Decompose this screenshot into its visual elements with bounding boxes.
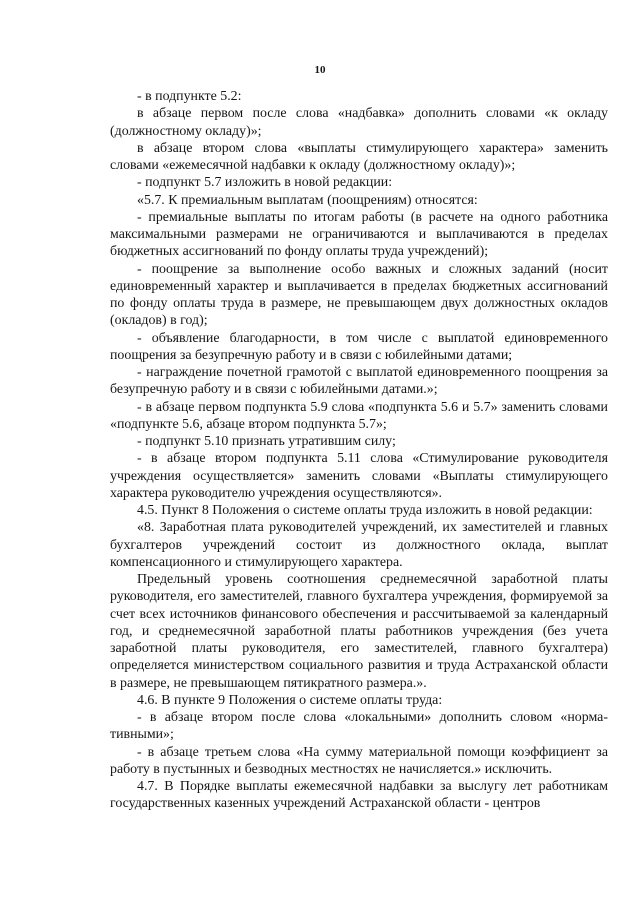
paragraph: в абзаце первом после слова «надбавка» дополнить словами «к окладу (должностному окладу)»; — [110, 106, 608, 139]
paragraph: - подпункт 5.7 изложить в новой редакции: — [137, 175, 393, 191]
paragraph: - в абзаце первом подпункта 5.9 слова «подпункта 5.6 и 5.7» заменить словами «подпункте 5.6, абзаце втором подпункта 5.7»; — [110, 399, 608, 432]
paragraph: - подпункт 5.10 признать утратившим силу; — [137, 434, 396, 449]
paragraph: - объявление благодарности, в том числе с выплатой единовременного поощрения за безупречную работу и в связи с юбилейными датами; — [110, 330, 608, 363]
paragraph: - в подпункте 5.2: — [137, 89, 242, 104]
page-number: 10 — [314, 64, 326, 76]
document-body — [110, 88, 608, 813]
paragraph: - премиальные выплаты по итогам работы (в расчете на одного работника максимальными размерами не ограничиваются и выплачиваются в пределах бюджетных ассигнований по фонду оплаты труда учреждений); — [110, 209, 608, 260]
paragraph: 4.5. Пункт 8 Положения о системе оплаты труда изложить в новой редакции: — [137, 503, 593, 518]
paragraph: 4.7. В Порядке выплаты ежемесячной надбавки за выслугу лет работникам государственных казенных учреждений Астраханской области - центров — [110, 779, 608, 812]
paragraph: 4.6. В пункте 9 Положения о системе оплаты труда: — [137, 692, 443, 708]
paragraph: - поощрение за выполнение особо важных и сложных заданий (носит единовременный характер и выплачивается в пределах бюджетных ассигнований по фонду оплаты труда в размере, не превышающем двух должностных окладов (окладов) в год); — [110, 261, 608, 329]
paragraph: - в абзаце третьем слова «На сумму материальной помощи коэффициент за работу в пустынных и безводных местностях не начисляется.» исключить. — [110, 744, 608, 777]
paragraph: - награждение почетной грамотой с выплатой единовременного поощрения за безупречную работу и в связи с юбилейными датами.»; — [110, 365, 608, 398]
paragraph: «5.7. К премиальным выплатам (поощрениям) относятся: — [137, 192, 478, 208]
paragraph: - в абзаце втором после слова «локальными» дополнить словом «нормативными»; — [110, 710, 608, 743]
paragraph: в абзаце втором слова «выплаты стимулирующего характера» заменить словами «ежемесячной надбавки к окладу (должностному окладу)»; — [110, 140, 608, 173]
paragraph: «8. Заработная плата руководителей учреждений, их заместителей и главных бухгалтеров учреждений состоит из должностного оклада, выплат компенсационного и стимулирующего характера. — [110, 520, 608, 570]
paragraph: Предельный уровень соотношения среднемесячной заработной платы руководителя, его заместителей, главного бухгалтера учреждения, формируемой за счет всех источников финансового обеспечения и рассчитываемой за календарный год, и среднемесячной заработной платы работников учреждения (без учета заработной платы руководителя, его заместителей, главного бухгалтера) определяется министерством социального развития и труда Астраханской области в размере, не превышающем пятикратного размера.». — [110, 572, 608, 691]
paragraph: - в абзаце втором подпункта 5.11 слова «Стимулирование руководителя учреждения осуществляется» заменить словами «Выплаты стимулирующего характера руководителю учреждения осуществляются». — [110, 451, 608, 501]
